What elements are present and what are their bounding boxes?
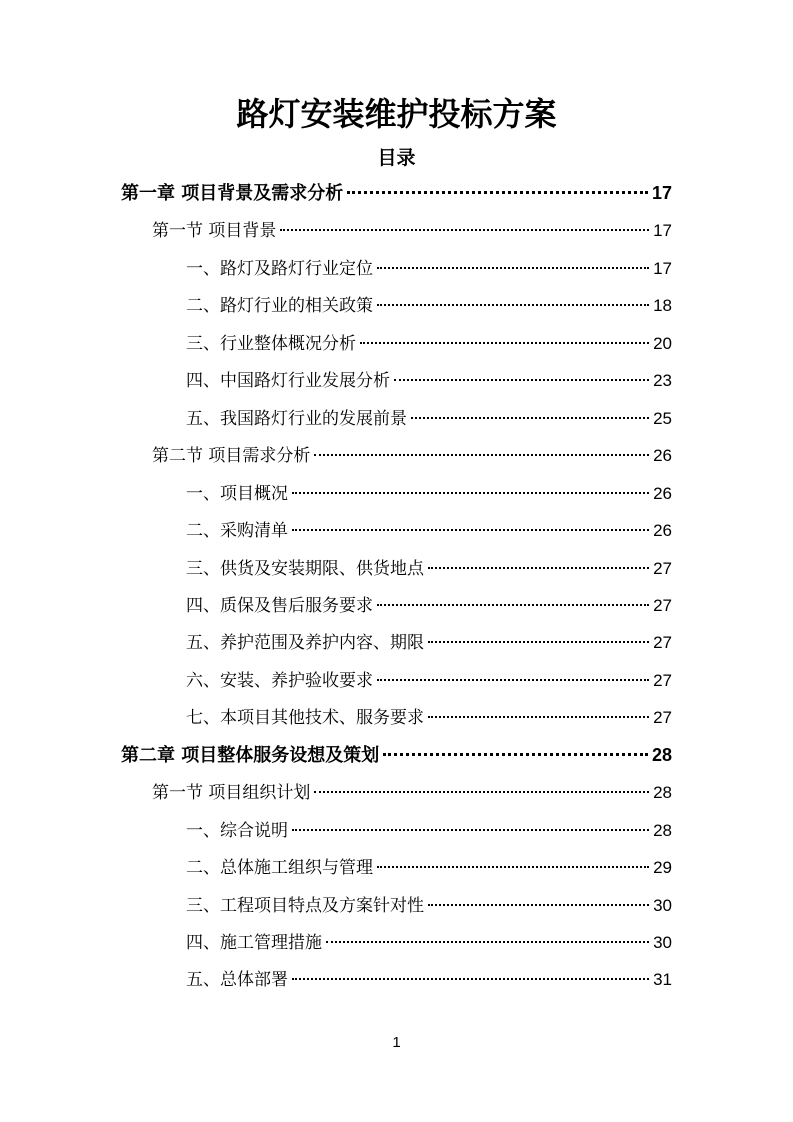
- toc-entry-title: 一、综合说明: [186, 821, 288, 841]
- toc-entry-item[interactable]: [186, 400, 672, 437]
- toc-dot-leader: [292, 978, 649, 980]
- toc-entry-item[interactable]: [186, 961, 672, 998]
- toc-entry-page: 27: [653, 596, 672, 615]
- toc-entry-page: 26: [653, 446, 672, 465]
- toc-entry-title: 第二节 项目需求分析: [152, 446, 311, 466]
- toc-entry-title: 三、供货及安装期限、供货地点: [186, 559, 424, 579]
- toc-dot-leader: [292, 829, 649, 831]
- toc-entry-page: 30: [653, 896, 672, 915]
- toc-entry-page: 28: [653, 783, 672, 802]
- toc-entry-page: 27: [653, 708, 672, 727]
- toc-dot-leader: [314, 791, 649, 793]
- toc-entry-title: 一、路灯及路灯行业定位: [186, 259, 373, 279]
- toc-entry-item[interactable]: [186, 475, 672, 512]
- toc-entry-page: 25: [653, 409, 672, 428]
- toc-entry-page: 27: [653, 671, 672, 690]
- toc-entry-item[interactable]: [186, 512, 672, 549]
- toc-entry-title: 二、采购清单: [186, 521, 288, 541]
- toc-entry-page: 27: [653, 559, 672, 578]
- toc-dot-leader: [428, 641, 649, 643]
- toc-entry-title: 四、施工管理措施: [186, 933, 322, 953]
- toc-dot-leader: [292, 529, 649, 531]
- toc-entry-page: 29: [653, 858, 672, 877]
- toc-dot-leader: [347, 191, 648, 194]
- toc-dot-leader: [428, 567, 649, 569]
- toc-entry-title: 第一节 项目组织计划: [152, 783, 311, 803]
- toc-dot-leader: [394, 379, 649, 381]
- toc-entry-title: 二、总体施工组织与管理: [186, 858, 373, 878]
- toc-entry-page: 30: [653, 933, 672, 952]
- toc-entry-item[interactable]: [186, 325, 672, 362]
- toc-dot-leader: [377, 604, 649, 606]
- page-number: 1: [392, 1034, 401, 1051]
- toc-entry-title: 四、质保及售后服务要求: [186, 596, 373, 616]
- toc-dot-leader: [360, 342, 649, 344]
- toc-entry-title: 三、行业整体概况分析: [186, 334, 356, 354]
- toc-entry-page: 23: [653, 371, 672, 390]
- toc-entry-item[interactable]: [186, 924, 672, 961]
- toc-entry-title: 七、本项目其他技术、服务要求: [186, 708, 424, 728]
- toc-dot-leader: [377, 866, 649, 868]
- toc-dot-leader: [314, 454, 649, 456]
- toc-dot-leader: [383, 753, 648, 756]
- toc-dot-leader: [292, 492, 649, 494]
- toc-dot-leader: [280, 229, 649, 231]
- toc-entry-title: 三、工程项目特点及方案针对性: [186, 896, 424, 916]
- toc-entry-title: 六、安装、养护验收要求: [186, 671, 373, 691]
- toc-entry-title: 五、养护范围及养护内容、期限: [186, 633, 424, 653]
- toc-entry-section[interactable]: [152, 212, 672, 249]
- toc-entry-title: 第一节 项目背景: [152, 221, 277, 241]
- toc-entry-page: 31: [653, 970, 672, 989]
- toc-entry-title: 二、路灯行业的相关政策: [186, 296, 373, 316]
- toc-entry-page: 26: [653, 521, 672, 540]
- toc-entry-chapter[interactable]: [121, 737, 672, 774]
- toc-dot-leader: [428, 716, 649, 718]
- toc-entry-page: 18: [653, 296, 672, 315]
- toc-entry-item[interactable]: [186, 662, 672, 699]
- toc-entry-page: 17: [651, 183, 672, 203]
- toc-dot-leader: [428, 904, 649, 906]
- toc-entry-item[interactable]: [186, 587, 672, 624]
- toc-entry-title: 一、项目概况: [186, 484, 288, 504]
- toc-entry-page: 27: [653, 633, 672, 652]
- toc-heading: 目录: [377, 147, 416, 169]
- toc-dot-leader: [411, 417, 649, 419]
- toc-entry-section[interactable]: [152, 437, 672, 474]
- toc-entry-title: 第二章 项目整体服务设想及策划: [121, 745, 380, 766]
- toc-entry-item[interactable]: [186, 550, 672, 587]
- toc-dot-leader: [377, 304, 649, 306]
- toc-entry-section[interactable]: [152, 774, 672, 811]
- page-title: 路灯安装维护投标方案: [236, 95, 557, 133]
- toc-entry-page: 26: [653, 484, 672, 503]
- toc-entry-title: 四、中国路灯行业发展分析: [186, 371, 390, 391]
- toc-entry-item[interactable]: [186, 887, 672, 924]
- toc-entry-item[interactable]: [186, 624, 672, 661]
- toc-entry-title: 五、我国路灯行业的发展前景: [186, 409, 407, 429]
- toc-entry-item[interactable]: [186, 812, 672, 849]
- toc-dot-leader: [377, 679, 649, 681]
- toc-entry-page: 28: [651, 745, 672, 765]
- toc-entry-item[interactable]: [186, 362, 672, 399]
- toc-dot-leader: [377, 267, 649, 269]
- toc-entry-page: 17: [653, 221, 672, 240]
- toc-entry-title: 五、总体部署: [186, 970, 288, 990]
- toc-entry-chapter[interactable]: [121, 175, 672, 212]
- toc-dot-leader: [326, 941, 649, 943]
- toc-entry-title: 第一章 项目背景及需求分析: [121, 183, 344, 204]
- toc-entry-page: 28: [653, 821, 672, 840]
- toc-entry-item[interactable]: [186, 287, 672, 324]
- toc-entry-item[interactable]: [186, 699, 672, 736]
- toc-entry-item[interactable]: [186, 250, 672, 287]
- toc-entry-item[interactable]: [186, 849, 672, 886]
- toc-entry-page: 17: [653, 259, 672, 278]
- toc-entry-page: 20: [653, 334, 672, 353]
